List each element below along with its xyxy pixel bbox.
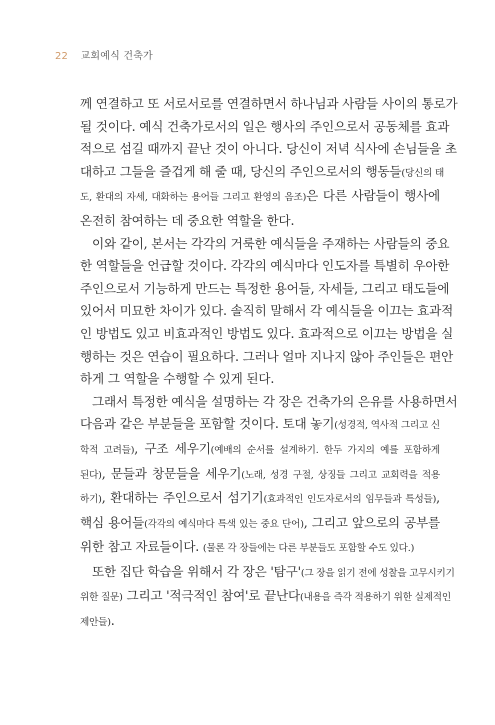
text-segment: 될 것이다. 예식 건축가로서의 일은 행사의 주인으로서 공동체를 효과 — [80, 118, 450, 134]
text-segment: . — [110, 613, 115, 629]
text-segment: 그리고 '적극적인 참여'로 끝난다 — [122, 588, 300, 604]
text-segment: 또한 집단 학습을 위해서 각 장은 '탐구' — [92, 563, 301, 579]
parenthetical-note: (그 장을 읽기 전에 성찰을 고무시키기 — [300, 567, 455, 579]
text-segment: , — [436, 490, 440, 506]
parenthetical-note: (내용을 즉각 적용하기 위한 실제적인 — [299, 592, 451, 604]
text-line — [80, 323, 454, 346]
text-line — [80, 233, 450, 256]
text-line — [80, 585, 451, 610]
text-segment: 인 방법도 있고 비효과적인 방법도 있다. 효과적으로 이끄는 방법을 실 — [80, 325, 454, 341]
text-line — [80, 300, 454, 323]
parenthetical-note: 하기) — [80, 494, 102, 506]
text-segment: 대하고 그들을 즐겁게 해 줄 때, 당신의 주인으로서의 행동들 — [80, 163, 402, 179]
text-segment: 은 다른 사람들이 행사에 — [306, 188, 440, 204]
text-line — [80, 438, 440, 463]
text-segment: , 문들과 창문들을 세우기 — [101, 465, 242, 481]
parenthetical-note: (효과적인 인도자로서의 임무들과 특성들) — [263, 494, 437, 506]
text-line — [80, 512, 440, 537]
text-segment: 주인으로서 기능하게 만드는 특정한 용어들, 자세들, 그리고 태도들에 — [80, 280, 450, 296]
text-segment: 다음과 같은 부분들을 포함할 것이다. 토대 놓기 — [80, 416, 335, 432]
page-number: 22 — [55, 51, 69, 62]
text-line — [80, 391, 458, 414]
text-line — [80, 185, 440, 210]
parenthetical-note: 된다) — [80, 469, 102, 481]
parenthetical-note: 위한 질문) — [80, 592, 123, 604]
text-line — [80, 161, 445, 186]
text-line — [80, 346, 454, 369]
text-segment: , 구조 세우기 — [134, 440, 211, 456]
text-segment: 하게 그 역할을 수행할 수 있게 된다. — [80, 371, 275, 387]
text-line — [80, 463, 440, 488]
body-text — [80, 93, 458, 635]
parenthetical-note: 제안들) — [80, 617, 111, 629]
text-segment: 핵심 용어들 — [80, 514, 145, 530]
running-header — [55, 47, 153, 62]
text-line — [80, 536, 440, 561]
parenthetical-note: (성경적, 역사적 그리고 신 — [334, 420, 441, 432]
text-line — [80, 116, 450, 139]
parenthetical-note: (노래, 성경 구절, 상징들 그리고 교회력을 적용 — [241, 469, 440, 481]
parenthetical-note: 도, 환대의 자세, 대화하는 용어들 그리고 환영의 음조) — [80, 192, 307, 204]
text-line — [80, 610, 440, 635]
text-segment: 온전히 참여하는 데 중요한 역할을 한다. — [80, 212, 295, 228]
text-line — [80, 487, 440, 512]
text-segment: 께 연결하고 또 서로서로를 연결하면서 하나님과 사람들 사이의 통로가 — [80, 96, 458, 111]
text-segment: , 환대하는 주인으로서 섬기기 — [101, 490, 264, 506]
running-header-title: 교회예식 건축가 — [80, 51, 153, 62]
text-line — [80, 255, 450, 278]
parenthetical-note: (물론 각 장들에는 다른 부분들도 포함할 수도 있다.) — [202, 543, 415, 555]
text-segment: 적으로 섬길 때까지 끝난 것이 아니다. 당신이 저녁 식사에 손님들을 초 — [80, 141, 457, 157]
text-line — [80, 561, 455, 586]
parenthetical-note: (당신의 태 — [401, 167, 445, 179]
text-segment: , 그리고 앞으로의 공부를 — [303, 514, 440, 530]
parenthetical-note: (각각의 예식마다 특색 있는 중요 단어) — [144, 518, 304, 530]
text-segment: 있어서 미묘한 차이가 있다. 솔직히 말해서 각 예식들을 이끄는 효과적 — [80, 303, 454, 319]
text-segment: 한 역할들을 언급할 것이다. 각각의 예식마다 인도자를 특별히 우아한 — [80, 258, 450, 274]
text-line — [80, 138, 457, 161]
parenthetical-note: (예배의 순서를 설계하기. 한두 가지의 예를 포함하게 — [210, 444, 440, 456]
parenthetical-note: 학적 고려들) — [80, 444, 135, 456]
text-line — [80, 210, 440, 233]
text-line — [80, 278, 450, 301]
text-segment: 행하는 것은 연습이 필요하다. 그러나 얼마 지나지 않아 주인들은 편안 — [80, 348, 454, 364]
text-segment: 위한 참고 자료들이다. — [80, 539, 203, 555]
text-line — [80, 368, 440, 391]
text-segment: 그래서 특정한 예식을 설명하는 각 장은 건축가의 은유를 사용하면서 — [92, 393, 458, 409]
text-line — [80, 93, 458, 116]
text-segment: 이와 같이, 본서는 각각의 거룩한 예식들을 주재하는 사람들의 중요 — [92, 235, 450, 251]
text-line — [80, 413, 440, 438]
